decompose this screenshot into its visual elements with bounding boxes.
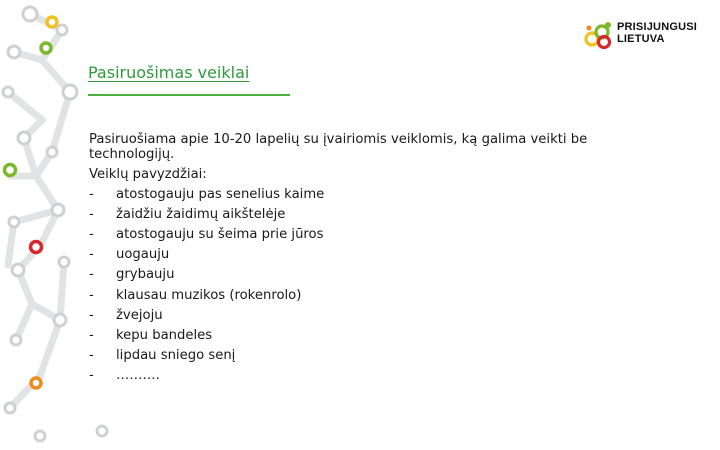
bullet-dash: -: [89, 247, 94, 263]
bullet-dash: -: [89, 307, 94, 323]
list-item-text: atostogauju pas senelius kaime: [116, 187, 325, 203]
bullet-dash: -: [89, 327, 94, 343]
logo-mark-icon: [583, 19, 615, 51]
list-item: [89, 245, 649, 265]
prisijungusi-lietuva-logo: [583, 15, 713, 51]
logo-line-1: PRISIJUNGUSI: [617, 21, 698, 33]
list-item: [89, 225, 649, 245]
logo-line-2: LIETUVA: [617, 33, 665, 45]
bullet-dash: -: [89, 267, 94, 283]
bullet-dash: -: [89, 287, 94, 303]
list-item-text: žaidžiu žaidimų aikštelėje: [116, 207, 286, 223]
list-item-text: klausau muzikos (rokenrolo): [116, 287, 302, 303]
list-item-text: žvejoju: [116, 307, 163, 323]
list-item: [89, 346, 649, 366]
list-item-text: lipdau sniego senį: [116, 347, 236, 363]
list-item-text: kepu bandeles: [116, 327, 213, 343]
list-item: [89, 366, 649, 386]
logo-wordmark: [617, 21, 697, 45]
list-item-text: atostogauju su šeima prie jūros: [116, 227, 324, 243]
list-item: [89, 205, 649, 225]
activity-list: [89, 185, 649, 386]
list-item-text: grybauju: [116, 267, 175, 283]
list-item: [89, 326, 649, 346]
bullet-dash: -: [89, 227, 94, 243]
slide-title: Pasiruošimas veiklai: [88, 63, 250, 82]
examples-heading: Veiklų pavyzdžiai:: [89, 167, 207, 182]
list-item: [89, 265, 649, 285]
intro-text: Pasiruošiama apie 10-20 lapelių su įvairiomis veiklomis, ką galima veikti be technologijų.: [89, 132, 588, 162]
list-item: [89, 185, 649, 205]
list-item-text: uogauju: [116, 247, 170, 263]
list-item-text: ……….: [116, 367, 160, 383]
bullet-dash: -: [89, 367, 94, 383]
bullet-dash: -: [89, 187, 94, 203]
slide-body: [89, 132, 649, 386]
bullet-dash: -: [89, 207, 94, 223]
list-item: [89, 306, 649, 326]
bullet-dash: -: [89, 347, 94, 363]
title-underline: [88, 94, 290, 96]
list-item: [89, 286, 649, 306]
